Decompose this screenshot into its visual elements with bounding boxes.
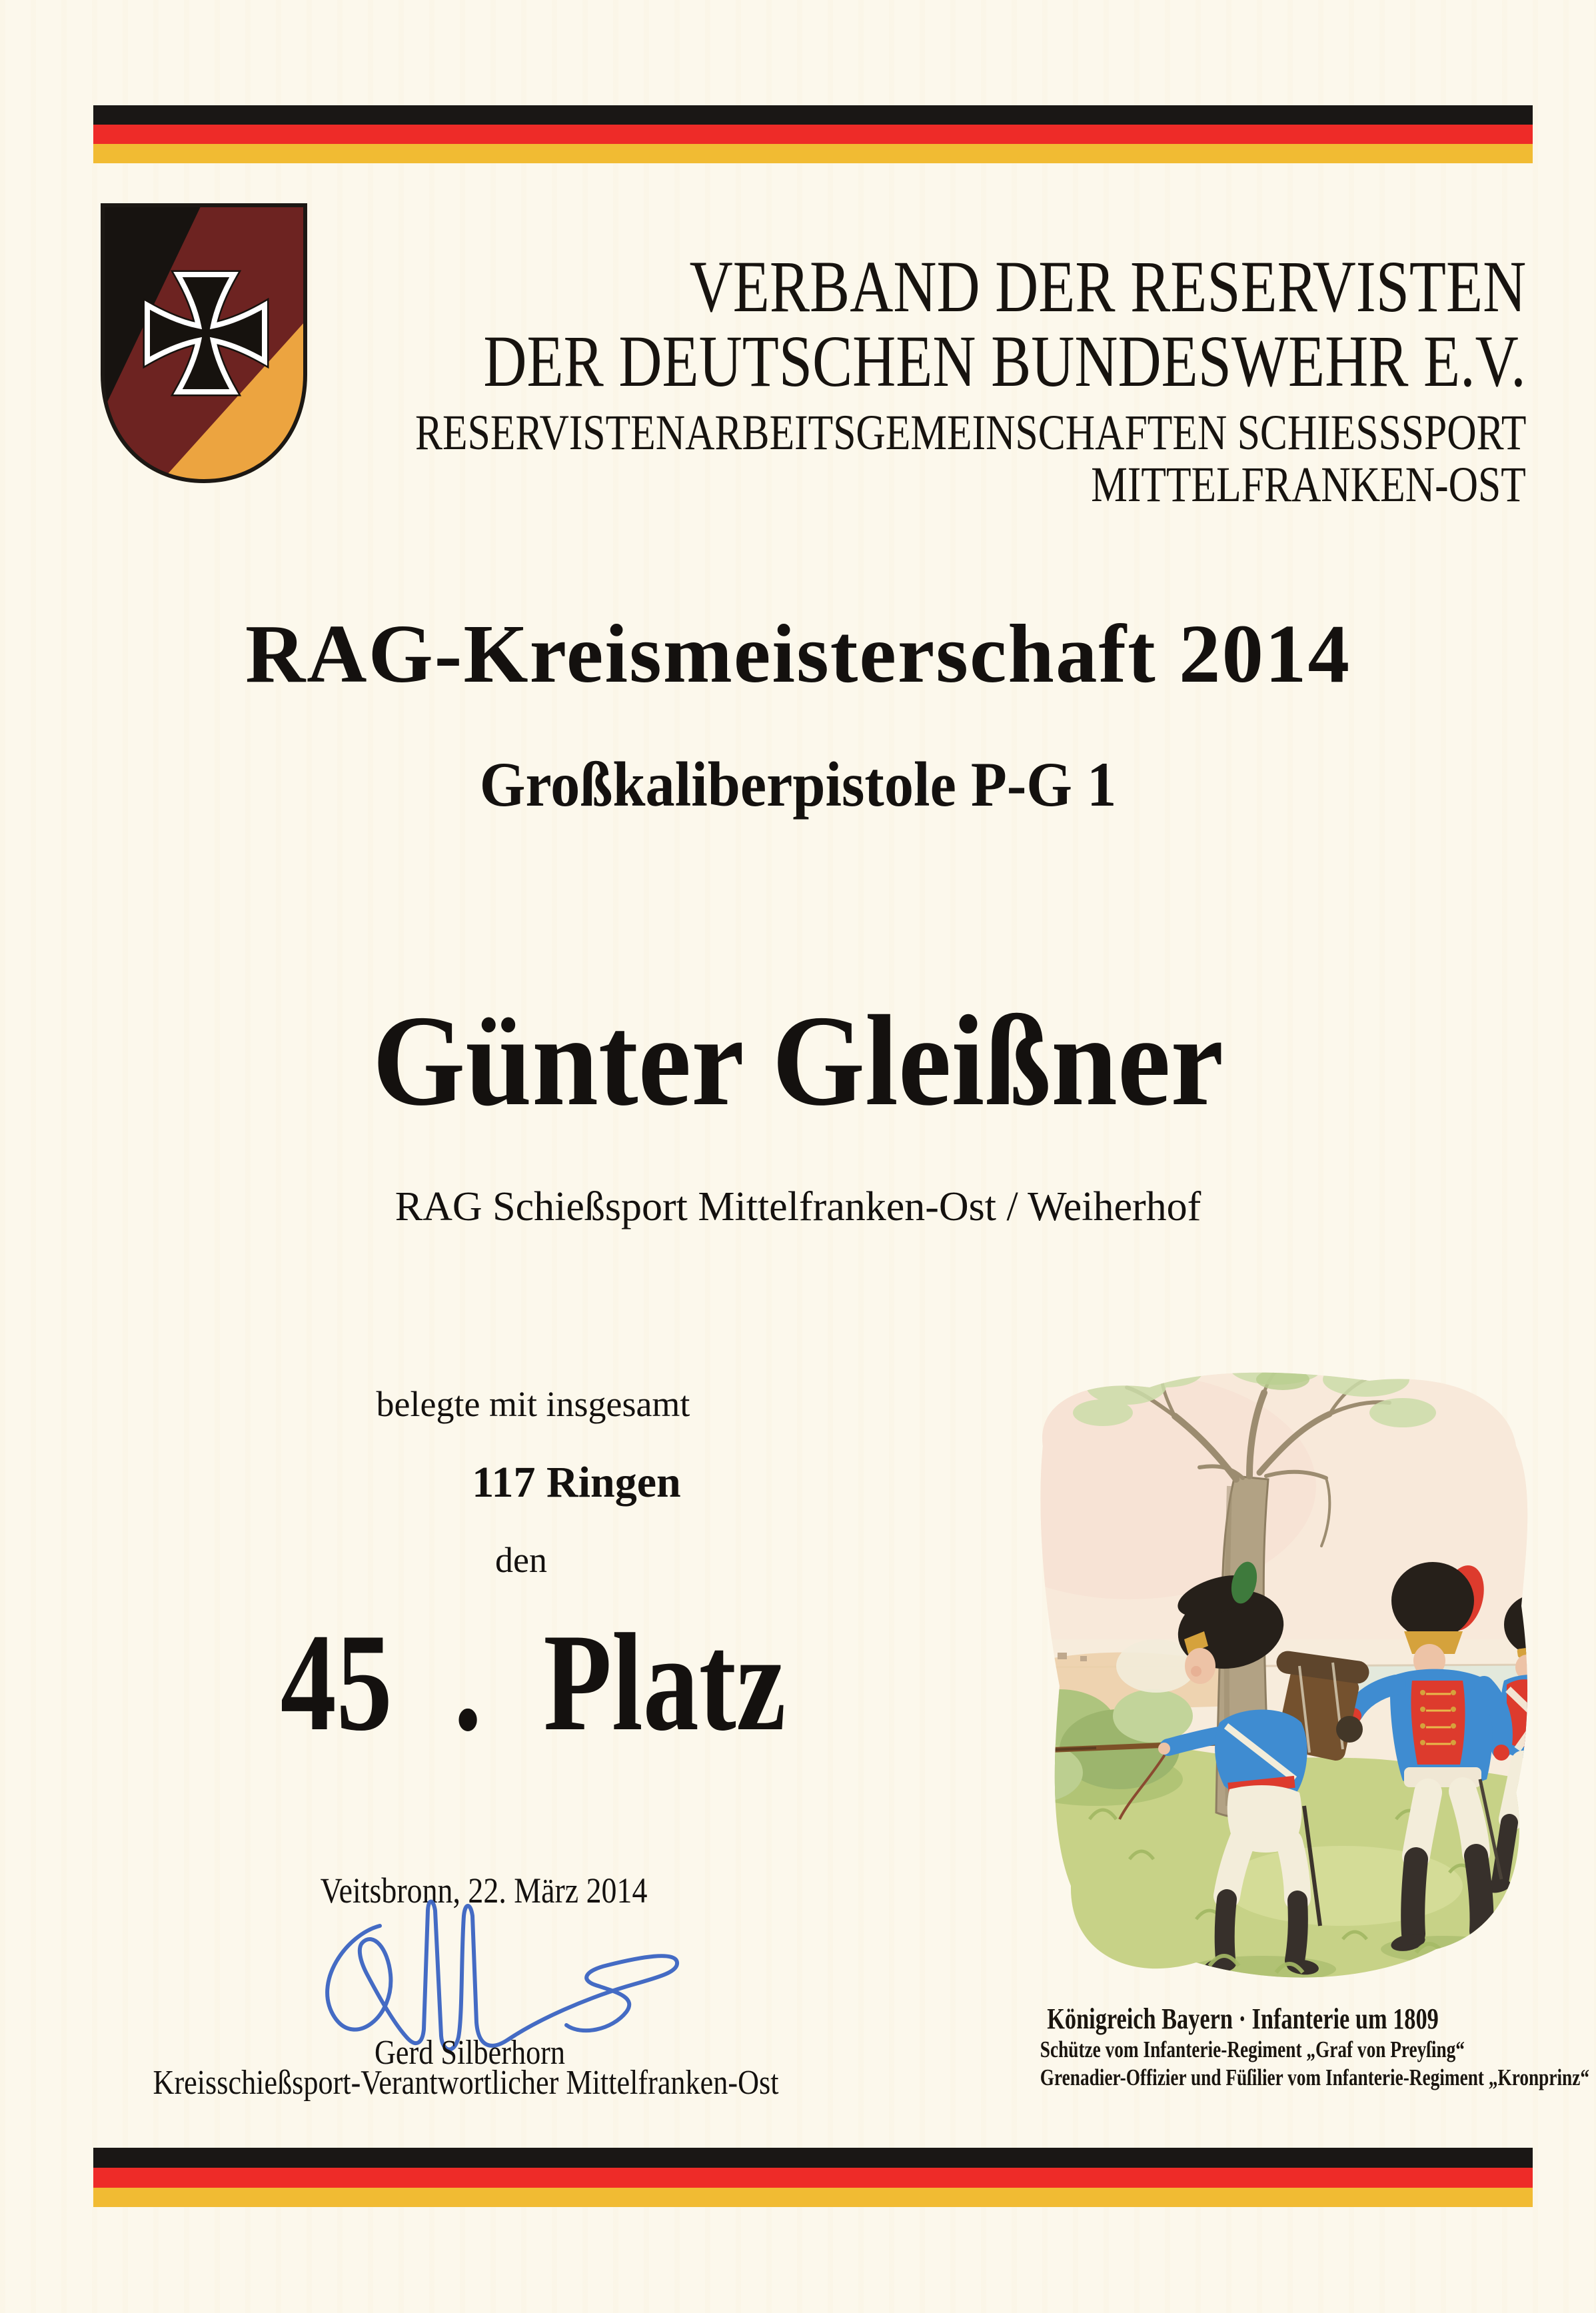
distant-house xyxy=(1080,1656,1087,1661)
discipline-subtitle: Großkaliberpistole P-G 1 xyxy=(479,749,1117,820)
illustration-caption-line2: Schütze vom Infanterie-Regiment „Graf von Preyſing“ xyxy=(1040,2036,1465,2062)
signature-stroke xyxy=(327,1902,677,2050)
result-article: den xyxy=(495,1540,547,1580)
signer-role: Kreisschießsport-Verantwortlicher Mittelfranken-Ost xyxy=(153,2064,779,2102)
illustration-caption-line3: Grenadier-Offizier und Füſilier vom Infanterie-Regiment „Kronprinz“ xyxy=(1040,2064,1590,2090)
org-subunit-line2: MITTELFRANKEN-OST xyxy=(1091,457,1526,512)
flag-band-red xyxy=(93,125,1533,144)
org-name-line1: VERBAND DER RESERVISTEN xyxy=(689,246,1526,327)
flag-stripe-top xyxy=(93,105,1533,163)
result-place: 45 . Platz xyxy=(280,1605,786,1760)
satchel xyxy=(1550,1762,1559,1803)
flag-stripe-bottom xyxy=(93,2148,1533,2207)
org-name-line2: DER DEUTSCHEN BUNDESWEHR E.V. xyxy=(483,321,1526,402)
signer-name: Gerd Silberhorn xyxy=(374,2034,565,2072)
certificate-title: RAG-Kreismeisterschaft 2014 xyxy=(245,608,1351,700)
knapsack xyxy=(1543,1668,1559,1724)
flag-band-gold xyxy=(93,144,1533,163)
flag-band-black xyxy=(93,105,1533,125)
recipient-club: RAG Schießsport Mittelfranken-Ost / Weiherhof xyxy=(395,1184,1201,1229)
flag-band-gold xyxy=(93,2188,1533,2207)
org-subunit-line1: RESERVISTENARBEITSGEMEINSCHAFTEN SCHIESSSPORT xyxy=(414,405,1526,460)
infantry-illustration xyxy=(996,1353,1559,2002)
bearskin-hat xyxy=(1391,1562,1474,1639)
schuetze-face xyxy=(1185,1648,1215,1684)
flag-band-black xyxy=(93,2148,1533,2168)
flag-band-red xyxy=(93,2168,1533,2188)
result-score: 117 Ringen xyxy=(472,1458,681,1507)
illustration-caption-line1: Königreich Bayern · Infanterie um 1809 xyxy=(1047,2002,1439,2035)
place-and-date: Veitsbronn, 22. März 2014 xyxy=(320,1871,648,1911)
recipient-name: Günter Gleißner xyxy=(372,989,1224,1133)
reservists-crest xyxy=(97,200,311,486)
distant-house xyxy=(1058,1653,1067,1659)
mess-tin xyxy=(1336,1716,1363,1743)
result-intro: belegte mit insgesamt xyxy=(376,1384,690,1424)
